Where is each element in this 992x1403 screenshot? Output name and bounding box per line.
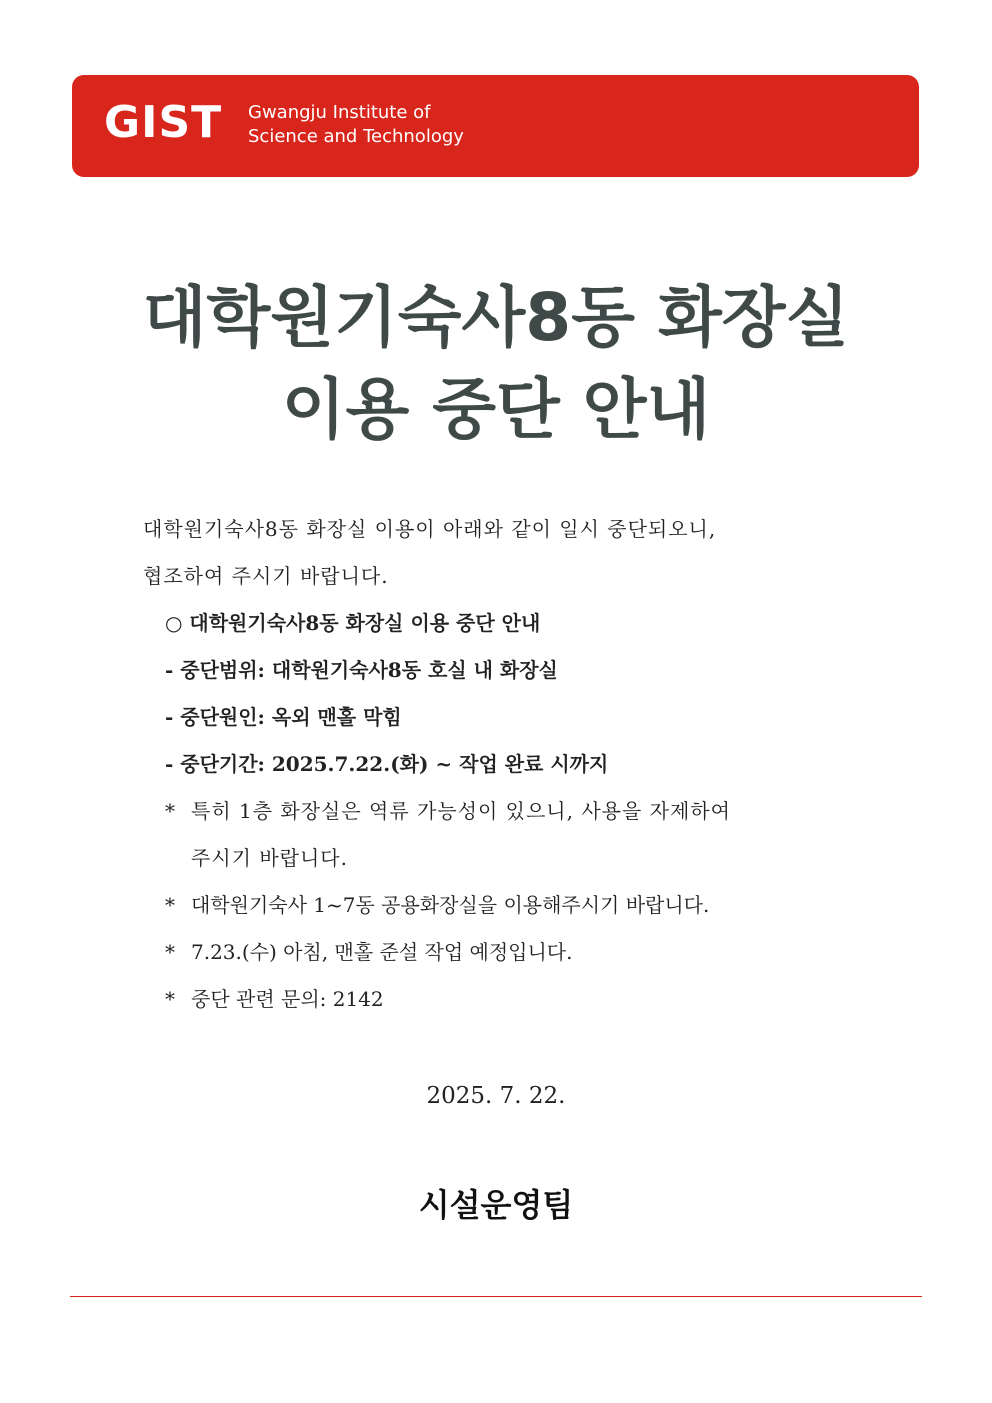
detail-period: - 중단기간: 2025.7.22.(화) ~ 작업 완료 시까지 <box>165 752 609 776</box>
intro-paragraph <box>143 506 855 600</box>
note-item <box>143 929 855 976</box>
note-asterisk: * <box>165 940 175 964</box>
page-title-line1: 대학원기숙사8동 화장실 <box>142 279 850 356</box>
note-item <box>143 882 855 929</box>
detail-cause: - 중단원인: 옥외 맨홀 막힘 <box>165 705 402 729</box>
note-item <box>143 788 855 882</box>
page-title-line2: 이용 중단 안내 <box>281 371 711 448</box>
detail-scope: - 중단범위: 대학원기숙사8동 호실 내 화장실 <box>165 658 558 682</box>
institute-name-line1: Gwangju Institute of <box>248 102 431 123</box>
notice-body <box>143 506 855 1023</box>
note-item <box>143 976 855 1023</box>
footer-divider <box>70 1296 922 1297</box>
details-heading: ○ 대학원기숙사8동 화장실 이용 중단 안내 <box>165 611 541 635</box>
institute-name <box>248 101 464 149</box>
note-asterisk: * <box>165 987 175 1011</box>
signature-team: 시설운영팀 <box>418 1186 574 1224</box>
note-text: 특히 1층 화장실은 역류 가능성이 있으니, 사용을 자제하여 <box>191 799 731 823</box>
header-banner <box>72 75 919 177</box>
note-asterisk: * <box>165 799 176 823</box>
notice-date: 2025. 7. 22. <box>426 1083 566 1109</box>
note-continuation: 주시기 바랍니다. <box>191 846 348 870</box>
note-text: 대학원기숙사 1~7동 공용화장실을 이용해주시기 바랍니다. <box>191 893 710 917</box>
institute-name-line2: Science and Technology <box>248 126 464 147</box>
note-text: 중단 관련 문의: 2142 <box>191 987 384 1011</box>
page-title <box>0 272 992 456</box>
intro-line1: 대학원기숙사8동 화장실 이용이 아래와 같이 일시 중단되오니, <box>143 517 717 541</box>
note-text: 7.23.(수) 아침, 맨홀 준설 작업 예정입니다. <box>191 940 573 964</box>
intro-line2: 협조하여 주시기 바랍니다. <box>143 564 389 588</box>
gist-logo: GIST <box>104 97 223 148</box>
note-asterisk: * <box>165 893 175 917</box>
